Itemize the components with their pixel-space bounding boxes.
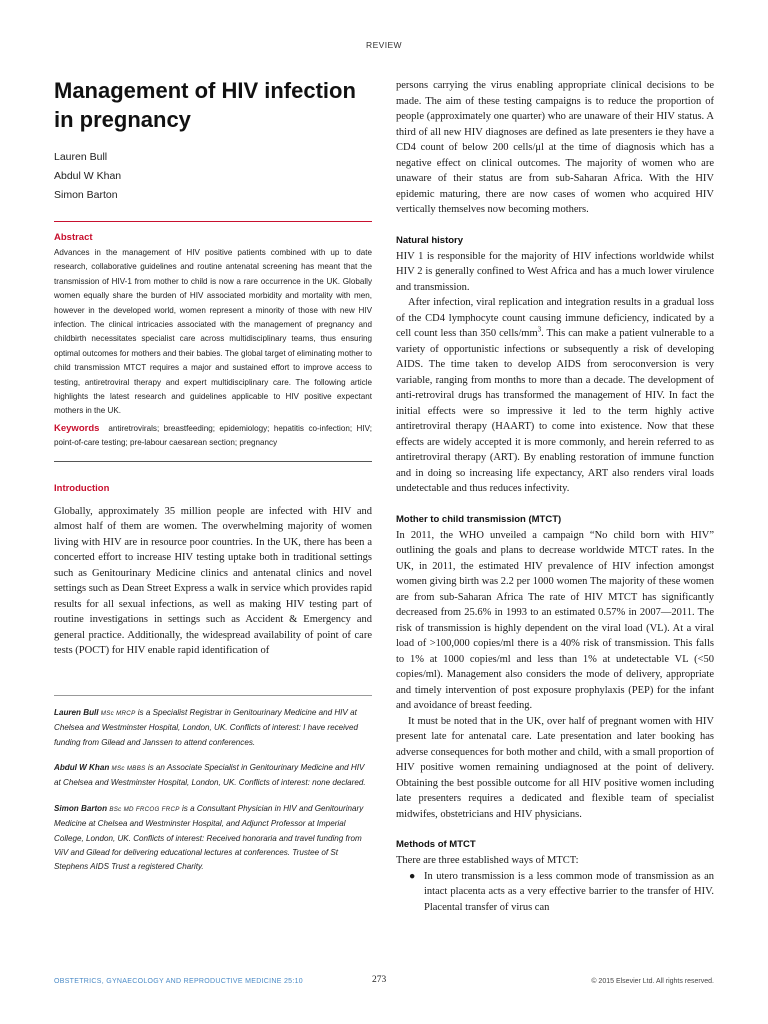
keywords-block: [54, 422, 372, 451]
title-line-1: Management of HIV infection: [54, 78, 356, 103]
article-title: [54, 76, 372, 134]
author-bio: Simon Barton BSc MD FRCOG FRCP is a Consultant Physician in HIV and Genitourinary Medicine at Chelsea and Westminster Hospital, and Adjunct Professor at Imperial College, London, UK. Conflicts of interest: Received honoraria and travel funding from ViiV and Gilead for delivering educational lectures at conferences. Trustee of St Stephens AIDS Trust a registered Charity.: [54, 803, 364, 872]
page-number: 273: [372, 975, 387, 985]
copyright-notice: © 2015 Elsevier Ltd. All rights reserved.: [591, 978, 714, 985]
natural-history-paragraph: After infection, viral replication and integration results in a gradual loss of the CD4 lymphocyte count causing immune deficiency, indicated by a cell count less than 350 cells/$mm^3$. This can make a patient vulnerable to a variety of opportunistic infections or subsequently a risk of developing AIDS. The time taken to develop AIDS from seroconversion is very variable, ranging from months to more than a decade. The development of anti-retroviral drugs has transformed the management of HIV. In fact the initial effects were so impressive it led to the term highly active antiretroviral therapy (HAART) to come into existence. Now that these effects are widely accepted it is more commonly, and herein referred to as antiretroviral therapy (ART). By enabling restoration of immune function and in doing so increasing life expectancy, ART also renders viral loads undetectable and thus reduces infectivity.: [396, 297, 714, 494]
natural-history-heading: Natural history: [396, 234, 464, 246]
author-list: [54, 148, 372, 205]
methods-list: [396, 869, 714, 916]
author-bios: [54, 695, 372, 875]
methods-intro: There are three established ways of MTCT:: [396, 855, 579, 866]
journal-citation: OBSTETRICS, GYNAECOLOGY AND REPRODUCTIVE MEDICINE 25:10: [54, 978, 303, 985]
author-name: Abdul W Khan: [54, 170, 122, 182]
bullet-icon: ●: [409, 870, 416, 882]
introduction-section: [54, 482, 372, 659]
introduction-text: Globally, approximately 35 million people are infected with HIV and almost half of them are women. The overwhelming majority of women living with HIV are in resource poor countries. In the UK, there has been a concerted effort to increase HIV testing uptake both in traditional settings such as Genitourinary Medicine clinics and antenatal clinics and novel settings such as Dean Street Express a walk in service which provides rapid results for all sexual infections, as well as making HIV testing part of routine investigations in settings such as Accident & Emergency and general practice. Additionally, the widespread availability of point of care tests (POCT) for HIV enable rapid identification of: [54, 505, 372, 657]
right-column: [396, 78, 714, 915]
title-line-2: in pregnancy: [54, 107, 191, 132]
introduction-heading: Introduction: [54, 482, 110, 494]
abstract-bottom-rule: [54, 461, 372, 462]
author-name: Lauren Bull: [54, 151, 108, 163]
abstract-text: Advances in the management of HIV positive patients combined with up to date research, collaborative guidelines and routine antenatal screening has meant that the transmission of HIV-1 from mother to child is now a rare occurrence in the UK. Globally women equally share the burden of HIV associated morbidity and mortality with men, however in the developed world, women represent a minority of those with new HIV infection. The clinical intricacies associated with the management of pregnancy and childbirth necessitates specialist care across multidisciplinary teams, thus ensuring optimal outcomes for mothers and their babies. The global target of eliminating mother to child transmission MTCT requires a major and sustained effort to improve access to testing, antiretroviral therapy and expert multidisciplinary care. The following article highlights the latest research and guidelines applicable to HIV positive expectant mothers in the UK.: [54, 248, 372, 416]
mtct-paragraph: In 2011, the WHO unveiled a campaign “No child born with HIV” outlining the goals and plans to decrease worldwide MTCT rates. In the UK, in 2011, the estimated HIV prevalence of HIV infection amongst women giving birth was 2.2 per 1000 women The majority of these women are from sub-Saharan Africa The rate of HIV MTCT has significantly decreased from 25.6% in 1993 to an estimated 0.57% in 2007—2011. The risk of transmission is highly dependent on the viral load (VL). At a viral load of >100,000 copies/ml there is a 40% risk of transmission. This falls to 1% at 1000 copies/ml and less than 1% at undetectable VL (<50 copies/ml). Management also considers the mode of delivery, appropriate and timely intervention of post exposure prophylaxis (PEP) for the infant and avoidance of breast feeding.: [396, 529, 714, 711]
abstract-heading: Abstract: [54, 232, 93, 243]
list-item: ● In utero transmission is a less common mode of transmission as an intact placenta acts as a very effective barrier to the transfer of HIV. Placental transfer of virus can: [409, 870, 714, 913]
mtct-heading: Mother to child transmission (MTCT): [396, 513, 562, 525]
introduction-continued: persons carrying the virus enabling appropriate clinical decisions to be made. The aim of these testing campaigns is to reduce the proportion of people (approximately one quarter) who are unaware of their HIV status. A third of all new HIV diagnoses are defined as late presenters ie they have a CD4 count of below 200 cells/μl at the time of diagnosis which has a negative effect on clinical outcomes. The majority of women who are unaware of their status are from sub-Saharan Africa. With the HIV epidemic maturing, there are now cases of women who acquired HIV vertically themselves now becoming mothers.: [396, 80, 714, 215]
left-column: [54, 76, 372, 886]
methods-heading: Methods of MTCT: [396, 839, 476, 850]
abstract-top-rule: [54, 221, 372, 222]
keywords-text: antiretrovirals; breastfeeding; epidemiology; hepatitis co-infection; HIV; point-of-care testing; pre-labour caesarean section; pregnancy: [54, 423, 372, 448]
page-footer: [54, 975, 714, 989]
keywords-label: Keywords: [54, 422, 100, 434]
author-bio: Lauren Bull MSc MRCP is a Specialist Registrar in Genitourinary Medicine and HIV at Chelsea and Westminster Hospital, London, UK. Conflicts of interest: I have received funding from Gilead and Janssen to attend conferences.: [54, 707, 358, 747]
author-name: Simon Barton: [54, 189, 118, 201]
natural-history-paragraph: HIV 1 is responsible for the majority of HIV infections worldwide whilst HIV 2 is generally confined to West Africa and has a much lower virulence and transmission.: [396, 250, 714, 293]
author-bio: Abdul W Khan MSc MBBS is an Associate Specialist in Genitourinary Medicine and HIV at Chelsea and Westminster Hospital, London, UK. Conflicts of interest: none declared.: [54, 762, 366, 788]
section-label: REVIEW: [366, 40, 402, 50]
mtct-paragraph: It must be noted that in the UK, over half of pregnant women with HIV present late for antenatal care. Late presentation and later booking has adverse consequences for both mother and child, with a small proportion of HIV positive women remaining undiagnosed at the point of delivery. Obtaining the best possible outcome for all HIV positive women including late presenters requires a dedicated and flexible team of specialist midwifes, obstetricians and HIV physicians.: [396, 715, 714, 820]
